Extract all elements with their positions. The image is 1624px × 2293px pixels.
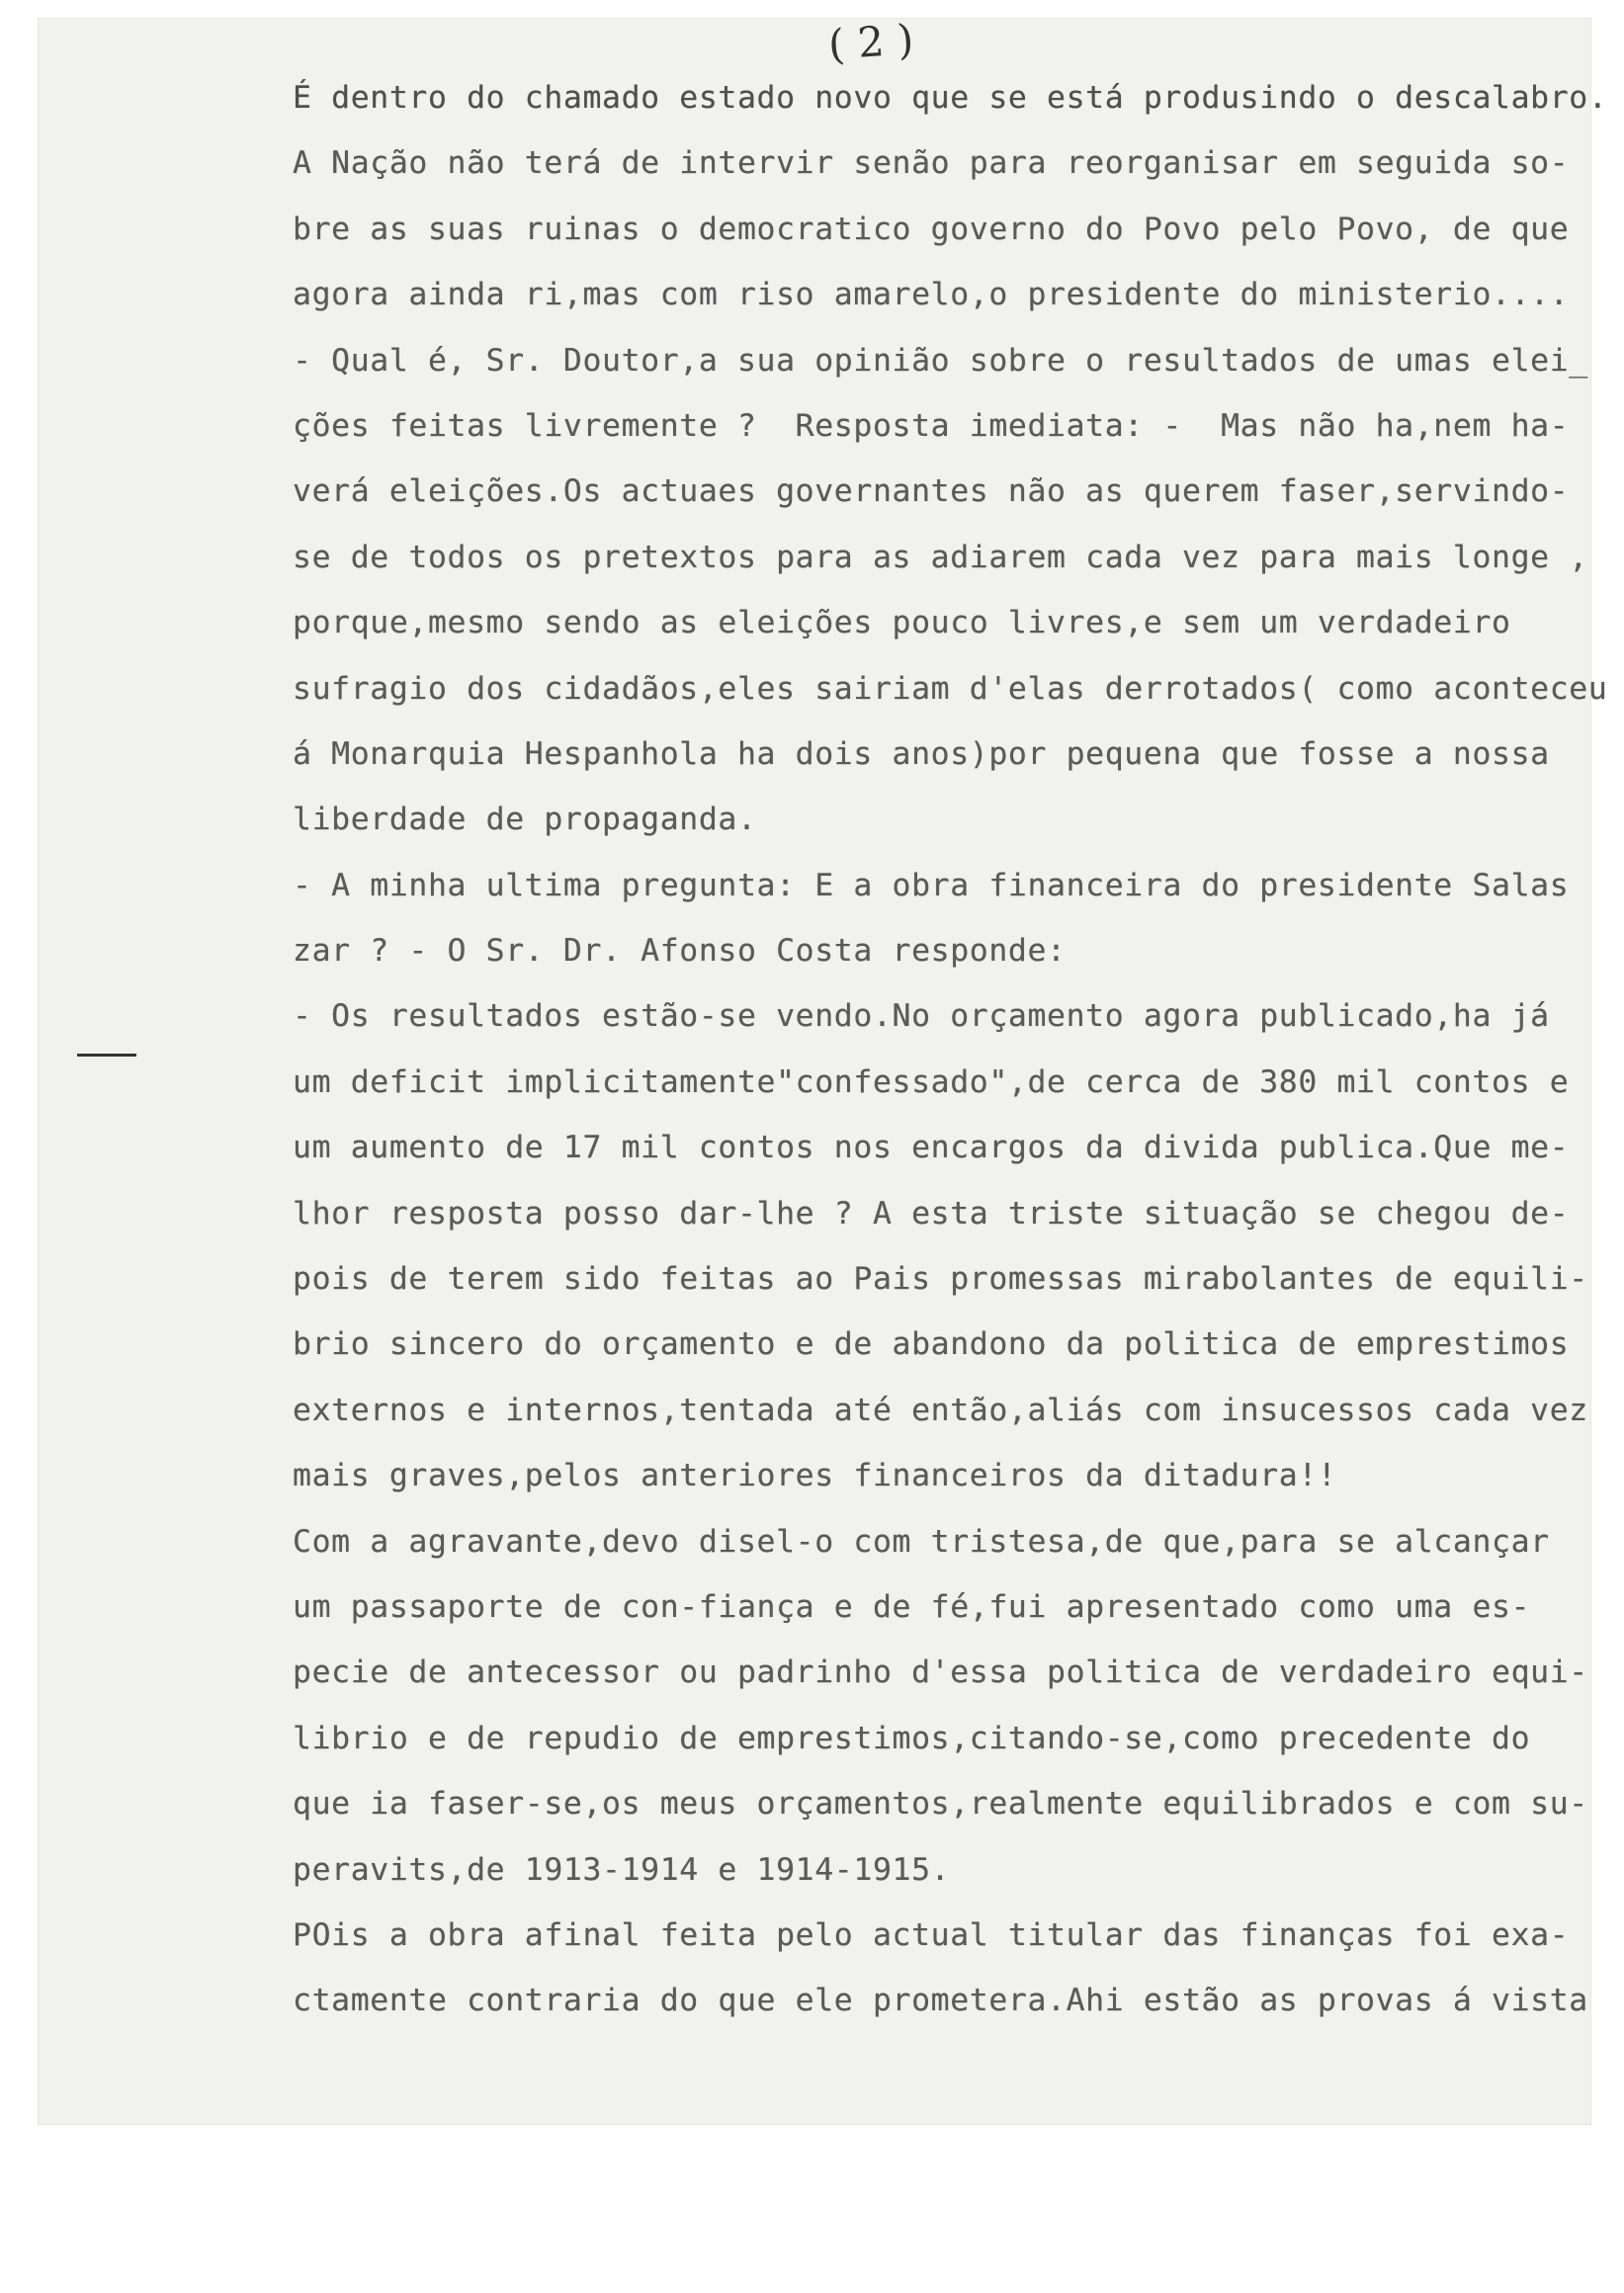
text-line: zar ? - O Sr. Dr. Afonso Costa responde: [293, 933, 1067, 970]
page-number: ( 2 ) [826, 15, 915, 69]
text-line: Com a agravante,devo disel-o com tristesa,de que,para se alcançar [293, 1523, 1550, 1560]
margin-mark [77, 1054, 136, 1057]
text-line: lhor resposta posso dar-lhe ? A esta triste situação se chegou de- [293, 1195, 1570, 1231]
text-line: agora ainda ri,mas com riso amarelo,o presidente do ministerio.... [293, 277, 1570, 313]
text-line: POis a obra afinal feita pelo actual titular das finanças foi exa- [293, 1916, 1570, 1953]
text-line: ctamente contraria do que ele prometera.Ahi estão as provas á vista [293, 1983, 1588, 2019]
text-line: pecie de antecessor ou padrinho d'essa politica de verdadeiro equi- [293, 1655, 1588, 1691]
text-line: mais graves,pelos anteriores financeiros da ditadura!! [293, 1458, 1337, 1494]
text-line: É dentro do chamado estado novo que se está produsindo o descalabro. [293, 80, 1608, 116]
text-line: brio sincero do orçamento e de abandono da politica de emprestimos [293, 1326, 1570, 1363]
text-line: externos e internos,tentada até então,aliás com insucessos cada vez [293, 1392, 1588, 1428]
text-line: liberdade de propaganda. [293, 802, 757, 838]
text-line: A Nação não terá de intervir senão para reorganisar em seguida so- [293, 145, 1570, 182]
text-line: - A minha ultima pregunta: E a obra financeira do presidente Salas [293, 867, 1570, 903]
text-line: á Monarquia Hespanhola ha dois anos)por pequena que fosse a nossa [293, 735, 1550, 772]
text-line: sufragio dos cidadãos,eles sairiam d'elas derrotados( como aconteceu [293, 670, 1608, 707]
text-line: peravits,de 1913-1914 e 1914-1915. [293, 1851, 951, 1888]
text-line: - Qual é, Sr. Doutor,a sua opinião sobre o resultados de umas elei_ [293, 342, 1588, 379]
document-page [38, 15, 1608, 2125]
text-line: librio e de repudio de emprestimos,citando-se,como precedente do [293, 1720, 1531, 1756]
text-line: bre as suas ruinas o democratico governo do Povo pelo Povo, de que [293, 211, 1570, 247]
text-line: que ia faser-se,os meus orçamentos,realmente equilibrados e com su- [293, 1786, 1588, 1823]
text-line: pois de terem sido feitas ao Pais promessas mirabolantes de equili- [293, 1261, 1588, 1298]
text-line: um aumento de 17 mil contos nos encargos da divida publica.Que me- [293, 1130, 1570, 1166]
text-line: ções feitas livremente ? Resposta imediata: - Mas não ha,nem ha- [293, 407, 1570, 444]
text-line: verá eleições.Os actuaes governantes não as querem faser,servindo- [293, 473, 1570, 510]
text-line: um deficit implicitamente"confessado",de cerca de 380 mil contos e [293, 1063, 1570, 1100]
text-line: porque,mesmo sendo as eleições pouco livres,e sem um verdadeiro [293, 605, 1511, 641]
text-line: - Os resultados estão-se vendo.No orçamento agora publicado,ha já [293, 998, 1550, 1035]
text-line: se de todos os pretextos para as adiarem cada vez para mais longe , [293, 539, 1588, 575]
text-line: um passaporte de con-fiança e de fé,fui apresentado como uma es- [293, 1588, 1531, 1625]
typescript-body [293, 65, 1607, 2034]
